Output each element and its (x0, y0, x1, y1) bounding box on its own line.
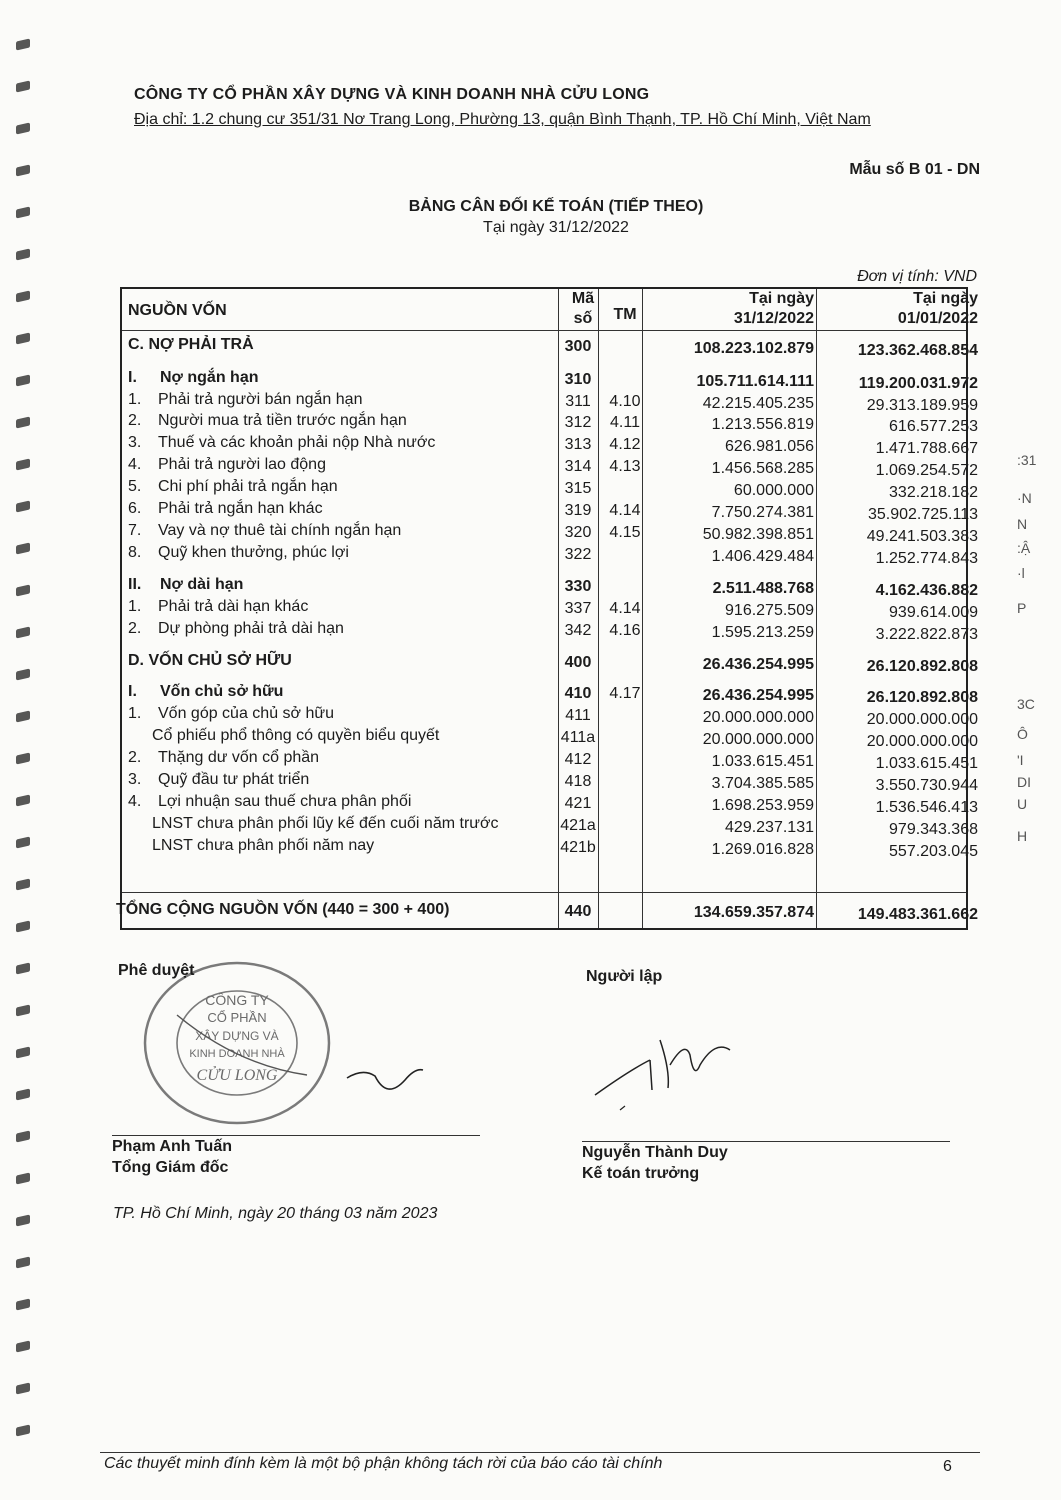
preparer-role: Kế toán trưởng (582, 1165, 700, 1182)
preparer-block (582, 1142, 728, 1184)
row-previous-value: 3.222.822.873 (875, 626, 978, 643)
edge-artifacts: :31 ·N N :Ậ ·l P 3C Ô 'I DI U H (1017, 452, 1037, 844)
row-label: Phải trả người bán ngắn hạn (158, 391, 363, 408)
binding-hole (16, 585, 30, 597)
row-code: 320 (564, 524, 592, 541)
binding-holes (12, 40, 42, 1480)
row-number: 4. (128, 793, 142, 810)
binding-hole (16, 1047, 30, 1059)
binding-hole (16, 711, 30, 723)
row-number: 2. (128, 620, 142, 637)
binding-hole (16, 1089, 30, 1101)
header-current-line2: 31/12/2022 (733, 310, 814, 327)
row-code: 421b (560, 839, 596, 856)
row-current-value: 20.000.000.000 (702, 731, 814, 748)
row-previous-value: 1.069.254.572 (875, 462, 978, 479)
row-code: 411a (560, 729, 596, 746)
row-label: Nợ ngắn hạn (160, 369, 259, 386)
row-current-value: 1.269.016.828 (711, 841, 814, 858)
header-current-line1: Tại ngày (749, 290, 814, 307)
preparer-title: Người lập (586, 968, 663, 985)
row-code: 330 (564, 578, 592, 595)
stamp-line: CÔNG TY (205, 992, 269, 1008)
row-note: 4.13 (609, 458, 641, 475)
binding-hole (16, 1341, 30, 1353)
row-current-value: 1.033.615.451 (711, 753, 814, 770)
binding-hole (16, 1131, 30, 1143)
row-note: 4.15 (609, 524, 641, 541)
approver-block (112, 1136, 232, 1178)
row-current-value: 7.750.274.381 (711, 504, 814, 521)
row-label: Phải trả ngắn hạn khác (158, 500, 323, 517)
row-previous-value: 26.120.892.808 (866, 689, 978, 706)
binding-hole (16, 165, 30, 177)
row-number: 2. (128, 412, 142, 429)
row-previous-value: 26.120.892.808 (866, 658, 978, 675)
row-label: Vay và nợ thuê tài chính ngắn hạn (158, 522, 402, 539)
binding-hole (16, 837, 30, 849)
company-name: CÔNG TY CỔ PHẦN XÂY DỰNG VÀ KINH DOANH NHÀ CỬU LONG (134, 86, 650, 103)
row-code: 300 (564, 338, 592, 355)
row-previous-value: 939.614.009 (889, 604, 978, 621)
row-number: 1. (128, 705, 142, 722)
header-code-line2: số (573, 310, 593, 327)
row-previous-value: 123.362.468.854 (857, 342, 978, 359)
row-number: II. (128, 576, 142, 593)
binding-hole (16, 1299, 30, 1311)
preparer-name: Nguyễn Thành Duy (582, 1144, 728, 1161)
row-code: 410 (564, 685, 592, 702)
total-label: TỔNG CỘNG NGUỒN VỐN (440 = 300 + 400) (116, 901, 450, 918)
binding-hole (16, 1005, 30, 1017)
row-number: 7. (128, 522, 142, 539)
header-note: TM (613, 306, 637, 323)
row-code: 313 (564, 436, 592, 453)
row-current-value: 2.511.488.768 (712, 580, 814, 597)
binding-hole (16, 81, 30, 93)
row-number: 1. (128, 598, 142, 615)
row-note: 4.11 (610, 414, 640, 431)
row-code: 312 (564, 414, 592, 431)
footer-divider (100, 1452, 980, 1453)
row-previous-value: 979.343.368 (889, 821, 978, 838)
document-date: Tại ngày 31/12/2022 (483, 219, 629, 236)
row-current-value: 626.981.056 (725, 438, 814, 455)
row-code: 418 (564, 773, 592, 790)
row-label: Vốn chủ sở hữu (160, 683, 284, 700)
row-previous-value: 1.471.788.667 (875, 440, 978, 457)
binding-hole (16, 375, 30, 387)
row-current-value: 50.982.398.851 (702, 526, 814, 543)
row-current-value: 429.237.131 (725, 819, 814, 836)
row-label: Lợi nhuận sau thuế chưa phân phối (158, 793, 412, 810)
row-label: Chi phí phải trả ngắn hạn (158, 478, 338, 495)
row-current-value: 1.406.429.484 (711, 548, 814, 565)
binding-hole (16, 123, 30, 135)
binding-hole (16, 921, 30, 933)
row-label: Cổ phiếu phổ thông có quyền biểu quyết (152, 727, 440, 744)
row-current-value: 916.275.509 (725, 602, 814, 619)
stamp-line: CỬU LONG (196, 1067, 278, 1084)
stamp-line: CỔ PHẦN (207, 1010, 267, 1025)
row-number: 5. (128, 478, 142, 495)
binding-hole (16, 417, 30, 429)
binding-hole (16, 963, 30, 975)
document-title: BẢNG CÂN ĐỐI KẾ TOÁN (TIẾP THEO) (408, 198, 704, 215)
company-address: Địa chỉ: 1.2 chung cư 351/31 Nơ Trang Long, Phường 13, quận Bình Thạnh, TP. Hồ Chí Minh, Việt Nam (134, 111, 871, 128)
row-code: 342 (564, 622, 592, 639)
row-note: 4.14 (609, 600, 641, 617)
row-number: D. VỐN CHỦ SỞ HỮU (128, 652, 292, 669)
binding-hole (16, 1425, 30, 1437)
row-previous-value: 616.577.253 (889, 418, 978, 435)
binding-hole (16, 291, 30, 303)
row-previous-value: 1.536.546.413 (875, 799, 978, 816)
row-code: 319 (564, 502, 592, 519)
row-previous-value: 20.000.000.000 (866, 733, 978, 750)
row-note: 4.10 (609, 393, 641, 410)
binding-hole (16, 1257, 30, 1269)
row-previous-value: 4.162.436.882 (875, 582, 978, 599)
row-code: 400 (564, 654, 592, 671)
row-code: 412 (564, 751, 592, 768)
row-previous-value: 3.550.730.944 (875, 777, 978, 794)
header-previous-line1: Tại ngày (913, 290, 978, 307)
row-note: 4.17 (609, 685, 641, 702)
page-number: 6 (943, 1458, 952, 1475)
header-divider (122, 330, 966, 331)
row-code: 411 (565, 707, 591, 724)
binding-hole (16, 333, 30, 345)
row-current-value: 3.704.385.585 (711, 775, 814, 792)
signature-left (345, 1060, 425, 1100)
row-code: 421a (560, 817, 596, 834)
row-label: Vốn góp của chủ sở hữu (158, 705, 334, 722)
row-label: Dự phòng phải trả dài hạn (158, 620, 344, 637)
row-previous-value: 119.200.031.972 (858, 375, 978, 392)
row-label: Quỹ đầu tư phát triển (158, 771, 310, 788)
row-note: 4.16 (609, 622, 641, 639)
row-code: 322 (564, 546, 592, 563)
row-number: 8. (128, 544, 142, 561)
row-current-value: 1.595.213.259 (711, 624, 814, 641)
row-number: 6. (128, 500, 142, 517)
row-current-value: 1.213.556.819 (711, 416, 814, 433)
total-current: 134.659.357.874 (693, 904, 814, 921)
binding-hole (16, 543, 30, 555)
header-previous-line2: 01/01/2022 (897, 310, 978, 327)
row-previous-value: 332.218.182 (889, 484, 978, 501)
row-number: 2. (128, 749, 142, 766)
binding-hole (16, 669, 30, 681)
row-current-value: 1.698.253.959 (711, 797, 814, 814)
row-label: LNST chưa phân phối lũy kế đến cuối năm trước (152, 815, 499, 832)
currency-unit: Đơn vị tính: VND (857, 268, 977, 285)
row-number: 3. (128, 771, 142, 788)
stamp-line: XÂY DỰNG VÀ (195, 1029, 279, 1043)
row-previous-value: 1.252.774.843 (875, 550, 978, 567)
row-number: 3. (128, 434, 142, 451)
row-previous-value: 20.000.000.000 (866, 711, 978, 728)
row-previous-value: 1.033.615.451 (875, 755, 978, 772)
row-label: Nợ dài hạn (160, 576, 244, 593)
row-current-value: 105.711.614.111 (696, 373, 814, 390)
row-current-value: 108.223.102.879 (693, 340, 814, 357)
row-number: C. NỢ PHẢI TRẢ (128, 336, 254, 353)
binding-hole (16, 501, 30, 513)
row-previous-value: 35.902.725.113 (867, 506, 978, 523)
row-current-value: 60.000.000 (733, 482, 814, 499)
row-number: I. (128, 369, 137, 386)
row-code: 337 (564, 600, 592, 617)
binding-hole (16, 459, 30, 471)
binding-hole (16, 1383, 30, 1395)
row-number: 4. (128, 456, 142, 473)
row-current-value: 26.436.254.995 (702, 687, 814, 704)
row-current-value: 42.215.405.235 (702, 395, 814, 412)
binding-hole (16, 795, 30, 807)
total-code: 440 (564, 903, 592, 920)
row-code: 421 (564, 795, 592, 812)
form-number: Mẫu số B 01 - DN (849, 161, 980, 178)
row-label: Phải trả người lao động (158, 456, 326, 473)
binding-hole (16, 753, 30, 765)
binding-hole (16, 879, 30, 891)
header-source: NGUỒN VỐN (128, 302, 227, 319)
binding-hole (16, 39, 30, 51)
footer-note: Các thuyết minh đính kèm là một bộ phận không tách rời của báo cáo tài chính (104, 1455, 663, 1472)
row-note: 4.14 (609, 502, 641, 519)
approver-name: Phạm Anh Tuấn (112, 1138, 232, 1155)
stamp-line: KINH DOANH NHÀ (189, 1048, 285, 1060)
binding-hole (16, 249, 30, 261)
row-label: Thuế và các khoản phải nộp Nhà nước (158, 434, 436, 451)
row-current-value: 20.000.000.000 (702, 709, 814, 726)
company-stamp (137, 955, 337, 1130)
header-code-line1: Mã (571, 290, 595, 307)
column-divider (816, 289, 817, 928)
row-note: 4.12 (609, 436, 641, 453)
place-date: TP. Hồ Chí Minh, ngày 20 tháng 03 năm 2023 (113, 1205, 438, 1222)
binding-hole (16, 627, 30, 639)
binding-hole (16, 1215, 30, 1227)
row-label: LNST chưa phân phối năm nay (152, 837, 375, 854)
row-number: I. (128, 683, 137, 700)
row-code: 315 (564, 480, 592, 497)
total-divider (122, 892, 966, 893)
row-label: Thặng dư vốn cổ phần (158, 749, 320, 766)
total-previous: 149.483.361.662 (857, 906, 978, 923)
row-label: Phải trả dài hạn khác (158, 598, 309, 615)
balance-sheet-table (116, 287, 978, 930)
row-previous-value: 49.241.503.383 (866, 528, 978, 545)
approver-title: Phê duyệt (118, 962, 195, 979)
row-code: 314 (564, 458, 592, 475)
row-previous-value: 29.313.189.959 (866, 397, 978, 414)
binding-hole (16, 1173, 30, 1185)
row-current-value: 26.436.254.995 (702, 656, 814, 673)
row-code: 311 (565, 393, 591, 410)
signature-right (590, 1020, 750, 1120)
row-label: Quỹ khen thưởng, phúc lợi (158, 544, 349, 561)
approver-role: Tổng Giám đốc (112, 1159, 229, 1176)
row-code: 310 (564, 371, 592, 388)
row-label: Người mua trả tiền trước ngắn hạn (158, 412, 407, 429)
row-number: 1. (128, 391, 142, 408)
row-previous-value: 557.203.045 (889, 843, 978, 860)
row-current-value: 1.456.568.285 (711, 460, 814, 477)
